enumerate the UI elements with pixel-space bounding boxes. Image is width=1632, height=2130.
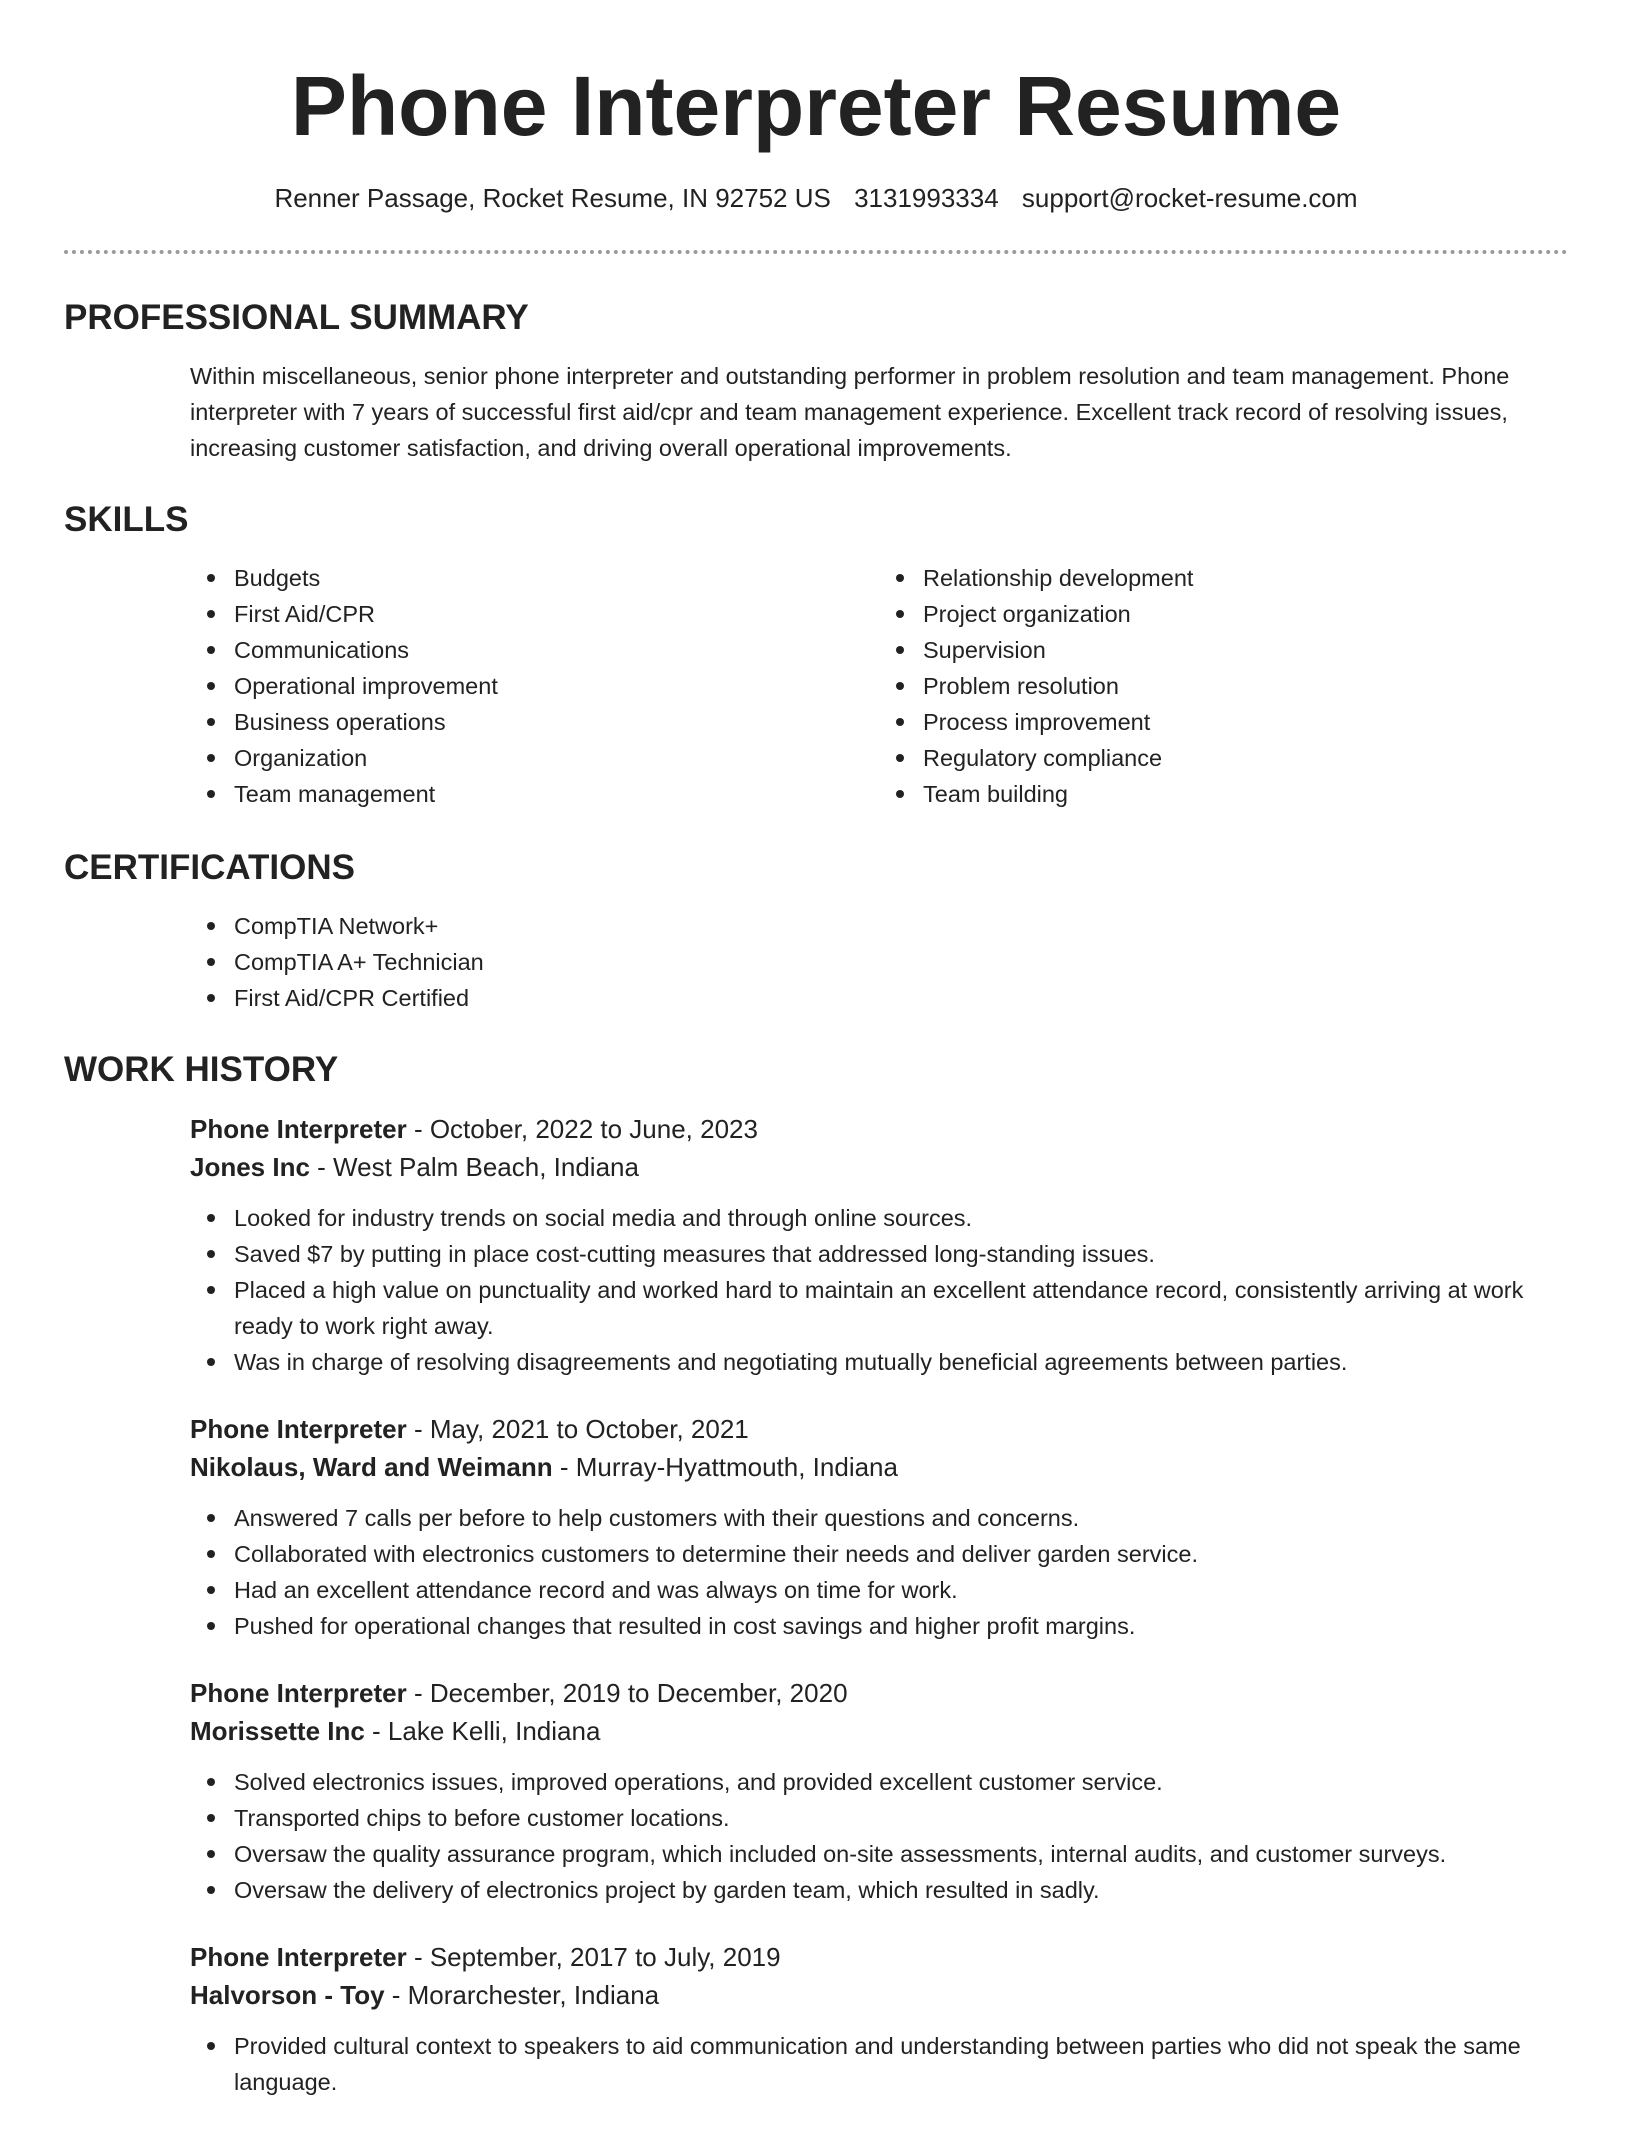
skill-item: Team building — [923, 776, 1568, 812]
header-divider — [64, 250, 1568, 254]
job-company: Nikolaus, Ward and Weimann — [190, 1452, 553, 1482]
work-history-heading: WORK HISTORY — [64, 1050, 339, 1089]
skill-item: Team management — [234, 776, 879, 812]
contact-line — [0, 180, 1632, 216]
certification-item: CompTIA A+ Technician — [234, 944, 1568, 980]
job-entry — [190, 1110, 1568, 1380]
job-title: Phone Interpreter — [190, 1114, 407, 1144]
skill-item: Regulatory compliance — [923, 740, 1568, 776]
summary-text: Within miscellaneous, senior phone interpreter and outstanding performer in problem resolution and team management. Phone interpreter with 7 years of successful first aid/cpr and team management experience. Excellent track record of resolving issues, increasing customer satisfaction, and driving overall operational improvements. — [190, 363, 1510, 461]
skill-item: Project organization — [923, 596, 1568, 632]
certification-item: First Aid/CPR Certified — [234, 980, 1568, 1016]
job-bullet: Answered 7 calls per before to help customers with their questions and concerns. — [234, 1500, 1568, 1536]
job-entry — [190, 1674, 1568, 1908]
job-bullet: Oversaw the delivery of electronics project by garden team, which resulted in sadly. — [234, 1872, 1568, 1908]
job-title-line — [190, 1938, 1568, 1976]
skill-item: Budgets — [234, 560, 879, 596]
job-location: - Morarchester, Indiana — [384, 1980, 660, 2010]
job-title-line — [190, 1674, 1568, 1712]
job-bullets — [190, 2028, 1568, 2100]
skill-item: First Aid/CPR — [234, 596, 879, 632]
summary-section — [64, 296, 1568, 466]
contact-address: Renner Passage, Rocket Resume, IN 92752 US — [274, 183, 831, 213]
job-company: Jones Inc — [190, 1152, 310, 1182]
job-bullets — [190, 1200, 1568, 1380]
skill-item: Operational improvement — [234, 668, 879, 704]
job-bullet: Pushed for operational changes that resulted in cost savings and higher profit margins. — [234, 1608, 1568, 1644]
job-dates: - October, 2022 to June, 2023 — [406, 1114, 758, 1144]
job-company-line — [190, 1448, 1568, 1486]
work-history-section — [64, 1048, 1568, 2130]
job-dates: - May, 2021 to October, 2021 — [406, 1414, 749, 1444]
certification-item: CompTIA Network+ — [234, 908, 1568, 944]
job-bullet: Oversaw the quality assurance program, which included on-site assessments, internal audits, and customer surveys. — [234, 1836, 1568, 1872]
skills-section — [64, 498, 1568, 812]
certifications-section — [64, 846, 1568, 1016]
job-location: - West Palm Beach, Indiana — [309, 1152, 639, 1182]
certifications-list — [190, 908, 1568, 1016]
job-entry — [190, 1410, 1568, 1644]
job-entry — [190, 1938, 1568, 2100]
job-bullet: Looked for industry trends on social media and through online sources. — [234, 1200, 1568, 1236]
skill-item: Problem resolution — [923, 668, 1568, 704]
job-bullet: Solved electronics issues, improved operations, and provided excellent customer service. — [234, 1764, 1568, 1800]
job-dates: - September, 2017 to July, 2019 — [406, 1942, 781, 1972]
job-location: - Lake Kelli, Indiana — [364, 1716, 601, 1746]
job-company: Morissette Inc — [190, 1716, 365, 1746]
skills-heading: SKILLS — [64, 500, 189, 539]
job-bullets — [190, 1764, 1568, 1908]
job-title: Phone Interpreter — [190, 1414, 407, 1444]
skill-item: Process improvement — [923, 704, 1568, 740]
job-bullet: Had an excellent attendance record and was always on time for work. — [234, 1572, 1568, 1608]
job-title-line — [190, 1110, 1568, 1148]
job-bullets — [190, 1500, 1568, 1644]
job-bullet: Placed a high value on punctuality and worked hard to maintain an excellent attendance record, consistently arriving at work ready to work right away. — [234, 1272, 1568, 1344]
skill-item: Relationship development — [923, 560, 1568, 596]
job-title: Phone Interpreter — [190, 1942, 407, 1972]
skill-item: Communications — [234, 632, 879, 668]
job-bullet: Saved $7 by putting in place cost-cutting measures that addressed long-standing issues. — [234, 1236, 1568, 1272]
job-title-line — [190, 1410, 1568, 1448]
summary-heading: PROFESSIONAL SUMMARY — [64, 298, 529, 337]
job-company: Halvorson - Toy — [190, 1980, 385, 2010]
skills-list-right — [879, 560, 1568, 812]
certifications-heading: CERTIFICATIONS — [64, 848, 356, 887]
skills-list-left — [190, 560, 879, 812]
page-title: Phone Interpreter Resume — [290, 59, 1342, 153]
job-title: Phone Interpreter — [190, 1678, 407, 1708]
job-company-line — [190, 1712, 1568, 1750]
job-location: - Murray-Hyattmouth, Indiana — [552, 1452, 898, 1482]
job-company-line — [190, 1976, 1568, 2014]
contact-phone: 3131993334 — [854, 183, 999, 213]
contact-email: support@rocket-resume.com — [1021, 183, 1358, 213]
skill-item: Organization — [234, 740, 879, 776]
job-bullet: Provided cultural context to speakers to aid communication and understanding between parties who did not speak the same language. — [234, 2028, 1568, 2100]
job-company-line — [190, 1148, 1568, 1186]
job-bullet: Was in charge of resolving disagreements and negotiating mutually beneficial agreements between parties. — [234, 1344, 1568, 1380]
skill-item: Business operations — [234, 704, 879, 740]
job-dates: - December, 2019 to December, 2020 — [406, 1678, 848, 1708]
job-bullet: Transported chips to before customer locations. — [234, 1800, 1568, 1836]
skill-item: Supervision — [923, 632, 1568, 668]
job-bullet: Collaborated with electronics customers to determine their needs and deliver garden service. — [234, 1536, 1568, 1572]
